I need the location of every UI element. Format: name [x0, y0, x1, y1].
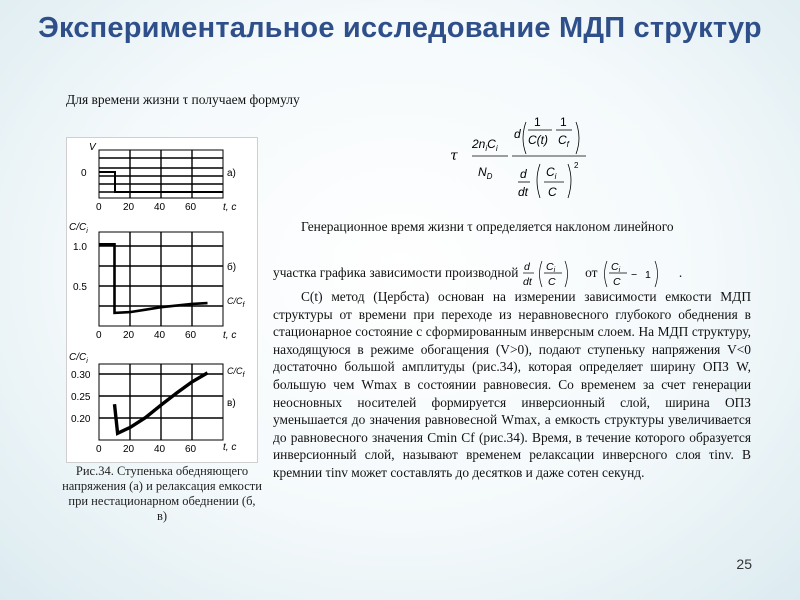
formula-ci: $C_f$: [558, 133, 569, 149]
panel-b-xlabel: t, c: [223, 330, 237, 341]
panel-b-ylabel: $C/C_i$: [69, 222, 88, 235]
figure-caption: Рис.34. Ступенька обедняющего напряжения (а) и релаксация емкости при нестационарном обеднении (б, в): [62, 464, 262, 523]
panel-a-tag: а): [227, 168, 236, 179]
panel-c-xlabel: t, c: [223, 442, 237, 453]
paragraph-1-cont-text: участка графика зависимости производной: [273, 265, 519, 281]
panel-b-xticks: [96, 330, 197, 341]
panel-b-ytick-0: 1.0: [73, 242, 87, 253]
panel-a-ylabel: V: [89, 142, 96, 153]
panel-a-xtick-0: 0: [96, 202, 102, 213]
panel-b-ytick-1: 0.5: [73, 282, 87, 293]
panel-b-curve-label: $C/C_f$: [227, 296, 245, 309]
formula-one-b: 1: [560, 115, 567, 129]
formula-tau: τ: [450, 148, 458, 164]
derivative-inline: [522, 258, 582, 290]
panel-c-xtick-0: 0: [96, 444, 102, 455]
panel-c-ytick-2: 0.20: [71, 414, 91, 425]
formula-d-top: d: [514, 127, 521, 141]
inline-dt: dt: [522, 276, 532, 288]
panel-c: [69, 352, 246, 455]
inline2-ci: Ci: [610, 261, 620, 274]
formula-c-den: C: [548, 185, 557, 199]
page-number: 25: [736, 556, 752, 572]
panel-c-xtick-3: 60: [185, 444, 197, 455]
formula-square: 2: [574, 161, 579, 170]
panel-c-ytick-0: 0.30: [71, 370, 91, 381]
panel-a-ytick: 0: [81, 168, 87, 179]
panel-b-xtick-0: 0: [96, 330, 102, 341]
main-formula: [468, 112, 618, 210]
panel-a-xtick-2: 40: [154, 202, 166, 213]
panel-c-curve-label: $C/C_f$: [227, 366, 245, 379]
panel-a-xtick-3: 60: [185, 202, 197, 213]
paragraph-1-cont: [273, 258, 751, 290]
panel-c-xtick-1: 20: [123, 444, 135, 455]
panel-b-xtick-2: 40: [154, 330, 166, 341]
formula-ci-num: $C_i$: [546, 165, 557, 181]
figure-34-svg: [67, 138, 257, 462]
svg-text:−: −: [630, 269, 637, 281]
panel-c-xtick-2: 40: [154, 444, 166, 455]
paragraph-1: Генерационное время жизни τ определяется наклоном линейного: [301, 219, 674, 234]
panel-c-ytick-1: 0.25: [71, 392, 91, 403]
formula-d-bot: d: [520, 167, 527, 181]
formula-ct: C(t): [528, 133, 548, 147]
formula-dt: dt: [518, 185, 529, 199]
figure-34: [66, 137, 258, 463]
formula-nd: $N_D$: [478, 165, 493, 181]
panel-b: [69, 222, 246, 341]
panel-b-tag: б): [227, 262, 237, 273]
panel-a-xtick-1: 20: [123, 202, 135, 213]
panel-c-ylabel: $C/C_i$: [69, 352, 88, 365]
panel-a-xticks: [96, 202, 197, 213]
inline2-one: 1: [644, 269, 651, 281]
panel-b-xtick-1: 20: [123, 330, 135, 341]
inline-c: C: [547, 276, 556, 288]
panel-c-xticks: [96, 444, 197, 455]
ratio-inline: [601, 258, 679, 290]
slide-title: Экспериментальное исследование МДП структур: [38, 12, 762, 44]
paragraph-2: C(t) метод (Цербста) основан на измерении зависимости емкости МДП структуры от времени при переходе из неравновесного глубокого обеднения в стационарное состояние с сформированным инверсным слоем. На МДП структуру, находящуюся в режиме обогащения (V>0), подают ступеньку напряжения V<0 достаточно большой амплитуды (рис.34), которая определяет ширину ОПЗ W, большую чем Wmax в состоянии равновесия. Со временем за счет генерации неосновных носителей формируется инверсионный слой, ширина ОПЗ уменьшается до значения равновесной Wmax, а емкость структуры увеличивается до равновесного значения Cmin Cf (рис.34). Время, в течение которого образуется инверсионный слой, называют временем релаксации инверсного слоя τinv. В кремнии τinv может составлять до десятков и даже сотен секунд.: [273, 289, 751, 480]
inline2-c: C: [612, 276, 621, 288]
paragraph-1-from: от: [585, 265, 598, 281]
inline-d: d: [523, 261, 530, 273]
inline-ci: Ci: [545, 261, 555, 274]
intro-text: Для времени жизни τ получаем формулу: [66, 92, 300, 107]
panel-b-xtick-3: 60: [185, 330, 197, 341]
panel-a-xlabel: t, c: [223, 202, 237, 213]
formula-coef: $2n_iC_i$: [472, 137, 498, 153]
panel-a: [81, 142, 236, 213]
formula-one-a: 1: [534, 115, 541, 129]
paragraph-1-end: .: [678, 265, 683, 281]
panel-c-tag: в): [227, 398, 236, 409]
